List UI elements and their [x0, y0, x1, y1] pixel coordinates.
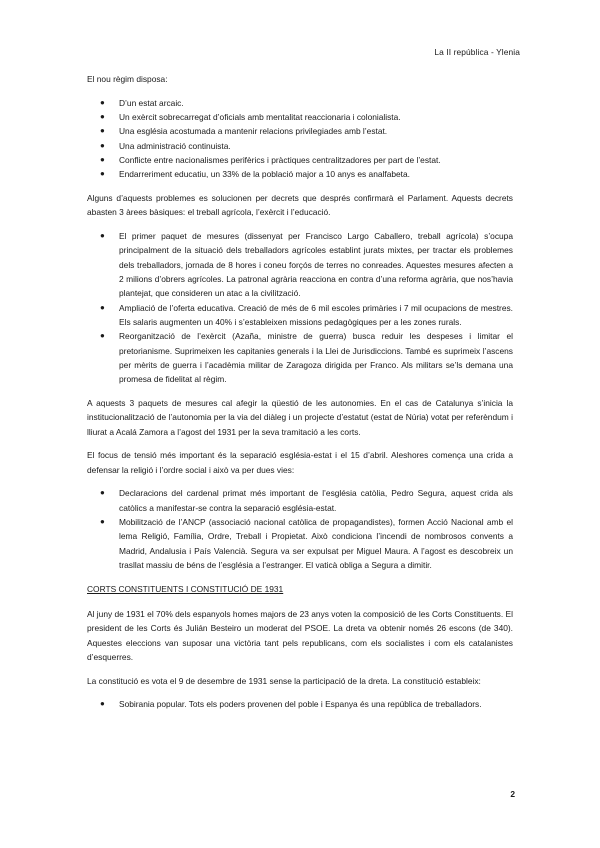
constitution-paragraph: La constitució es vota el 9 de desembre de 1931 sense la participació de la dreta. La constitució estableix: — [87, 675, 481, 686]
list-item — [87, 697, 513, 711]
list-item — [87, 124, 513, 138]
bullet-icon: ● — [100, 112, 105, 122]
tension-paragraph: El focus de tensió més important és la separació església-estat i el 15 d’abril. Aleshores comença una crida a defensar la religió i l’ordre social i això va per dues vies: — [87, 450, 513, 475]
list-item-text: Conflicte entre nacionalismes perifèrics i pràctiques centralitzadores per part de l’estat. — [119, 154, 441, 165]
intro-paragraph: El nou règim disposa: — [87, 74, 168, 84]
list-item — [87, 153, 513, 167]
list-item-text: D’un estat arcaic. — [119, 97, 184, 108]
measures-list — [87, 229, 513, 386]
list-item-text: Ampliació de l’oferta educativa. Creació de més de 6 mil escoles primàries i 7 mil ocupacions de mestres. Els salaris augmenten un 40% i s’estableixen missions pedagògiques per a les zones rurals. — [119, 302, 513, 327]
bullet-icon: ● — [100, 97, 105, 107]
list-item-text: Declaracions del cardenal primat més important de l’església catòlia, Pedro Segura, aquest crida als catòlics a manifestar-se contra la separació església-estat. — [119, 488, 513, 513]
list-item — [87, 301, 513, 330]
bullet-icon: ● — [100, 169, 105, 179]
list-item — [87, 139, 513, 153]
list-item-text: Una administració continuista. — [119, 140, 231, 151]
document-body — [87, 72, 513, 721]
page-header: La II república - Ylenia — [434, 47, 520, 57]
bullet-icon: ● — [100, 302, 105, 312]
constitution-list — [87, 697, 513, 711]
elections-paragraph: Al juny de 1931 el 70% dels espanyols homes majors de 23 anys voten la composició de les Corts Constituents. El president de les Corts és Julián Besteiro un moderat del PSOE. La dreta va obtenir només 26 escons (de 340). Aquestes eleccions van suposar una victòria tant pels republicans, com els socialistes i com els catalanistes d’esquerres. — [87, 609, 513, 662]
list-item — [87, 486, 513, 515]
bullet-icon: ● — [100, 331, 105, 341]
list-item-text: Una església acostumada a mantenir relacions privilegiades amb l’estat. — [119, 126, 388, 137]
autonomies-paragraph: A aquests 3 paquets de mesures cal afegir la qüestió de les autonomies. En el cas de Catalunya s’inicia la institucionalització de l’autonomia per la via del diàleg i un projecte d’estatut (estat de Núria) votat per referèndum i lliurat a Acalá Zamora a l’agost del 1931 per la seva tramitació a les corts. — [87, 397, 513, 437]
list-item-text: Sobirania popular. Tots els poders provenen del poble i Espanya és una república de treballadors. — [119, 699, 482, 710]
church-list — [87, 486, 513, 572]
list-item-text: El primer paquet de mesures (dissenyat per Francisco Largo Caballero, treball agrícola) s’ocupa principalment de la situació dels treballadors agrícoles establint jurats mixtes, per tractar els problemes dels treballadors, jornada de 8 hores i coneu forçós de terres no conreades. Aquestes mesures afecten a 2 milions d’obrers agrícoles. La patronal agrària reacciona en contra d’una reforma agrària, que nos’havia plantejat, que consideren un atac a la civilització. — [119, 231, 513, 299]
list-item-text: Reorganització de l’exèrcit (Azaña, ministre de guerra) busca reduir les despeses i limitar el pretorianisme. Suprimeixen les capitanies generals i la Llei de Jurisdiccions. També es suprimeix l’ascens per mèrits de guerra i l’acadèmia militar de Zaragoza dirigida per Franco. Als militars se’ls demana una promesa de fidelitat al règim. — [119, 331, 513, 385]
bullet-icon: ● — [100, 517, 105, 527]
bullet-icon: ● — [100, 126, 105, 136]
section-title: CORTS CONSTITUENTS I CONSTITUCIÓ DE 1931 — [87, 583, 284, 594]
bullet-icon: ● — [100, 154, 105, 164]
list-item-text: Mobilització de l’ANCP (associació nacional catòlica de propagandistes), formen Acció Nacional amb el lema Religió, Família, Ordre, Treball i Propietat. Això condiciona l’incendi de nombrosos convents a Madrid, Andalusia i País Valencià. Segura va ser expulsat per Miguel Maura. A l’agost es descobreix un trasllat massiu de béns de l’església a l’estranger. El vaticà obliga a Segura a dimitir. — [119, 517, 513, 570]
list-item-text: Un exèrcit sobrecarregat d’oficials amb mentalitat reaccionaria i colonialista. — [119, 112, 401, 123]
list-item — [87, 329, 513, 386]
list-item — [87, 229, 513, 300]
bullet-icon: ● — [100, 231, 105, 241]
bullet-icon: ● — [100, 699, 105, 709]
list-item-text: Endarreriment educatiu, un 33% de la població major a 10 anys es analfabeta. — [119, 169, 410, 180]
problems-list — [87, 96, 513, 182]
bullet-icon: ● — [100, 488, 105, 498]
list-item — [87, 167, 513, 181]
list-item — [87, 515, 513, 572]
bullet-icon: ● — [100, 140, 105, 150]
decrees-paragraph: Alguns d’aquests problemes es solucionen per decrets que després confirmarà el Parlament. Aquests decrets abasten 3 àrees bàsiques: el treball agrícola, l’exèrcit i l’educació. — [87, 193, 513, 218]
list-item — [87, 96, 513, 110]
list-item — [87, 110, 513, 124]
page-number: 2 — [510, 789, 515, 799]
